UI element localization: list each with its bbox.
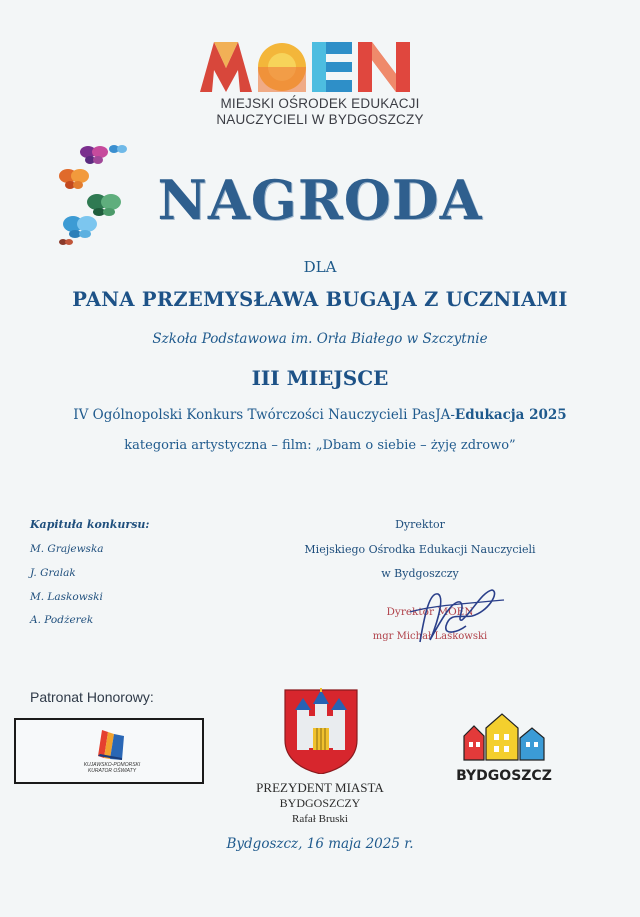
kurator-text-line1: KUJAWSKO-POMORSKI <box>83 762 141 768</box>
butterflies-icon <box>58 142 136 248</box>
contest-category: kategoria artystyczna – film: „Dbam o siebie – żyję zdrowo” <box>124 438 516 453</box>
director-title: Dyrektor <box>395 518 445 531</box>
jury-heading: Kapituła konkursu: <box>30 518 150 531</box>
org-name-line2: NAUCZYCIELI W BYDGOSZCZY <box>216 112 424 127</box>
director-stamp-title: Dyrektor MOEN <box>386 606 474 618</box>
kurator-text <box>72 762 152 774</box>
contest-name <box>0 407 640 423</box>
jury-member: J. Gralak <box>30 567 76 579</box>
bydgoszcz-city-logo <box>446 710 562 788</box>
school-name: Szkoła Podstawowa im. Orła Białego w Szczytnie <box>152 331 488 347</box>
contest-name-prefix: IV Ogólnopolski Konkurs Twórczości Nauczycieli PasJA- <box>73 407 455 423</box>
jury-member: A. Podżerek <box>30 614 94 626</box>
issue-date: Bydgoszcz, 16 maja 2025 r. <box>226 836 414 852</box>
award-for-label: DLA <box>303 258 337 276</box>
bydgoszcz-coat-of-arms <box>283 688 359 774</box>
director-institution: Miejskiego Ośrodka Edukacji Nauczycieli <box>304 543 536 556</box>
contest-name-bold: Edukacja 2025 <box>454 407 567 423</box>
recipient-name: PANA PRZEMYSŁAWA BUGAJA Z UCZNIAMI <box>72 288 568 311</box>
director-city: w Bydgoszczy <box>381 567 459 580</box>
award-place: III MIEJSCE <box>251 366 389 390</box>
kurator-book-icon <box>94 726 128 760</box>
director-stamp-name: mgr Michał Laskowski <box>372 631 488 642</box>
kurator-logo-box <box>14 718 204 784</box>
city-logo-text: BYDGOSZCZ <box>456 768 552 784</box>
patronage-label: Patronat Honorowy: <box>30 689 154 705</box>
president-title: PREZYDENT MIASTA <box>256 780 384 795</box>
president-name: Rafał Bruski <box>292 813 348 825</box>
moen-logo <box>200 42 410 92</box>
kurator-text-line2: KURATOR OŚWIATY <box>87 768 137 774</box>
president-city: BYDGOSZCZY <box>279 796 361 810</box>
jury-member: M. Laskowski <box>30 591 103 603</box>
award-title: NAGRODA <box>157 168 483 232</box>
org-name-line1: MIEJSKI OŚRODEK EDUKACJI <box>220 96 420 111</box>
jury-member: M. Grajewska <box>30 543 104 555</box>
director-signature <box>400 582 510 652</box>
